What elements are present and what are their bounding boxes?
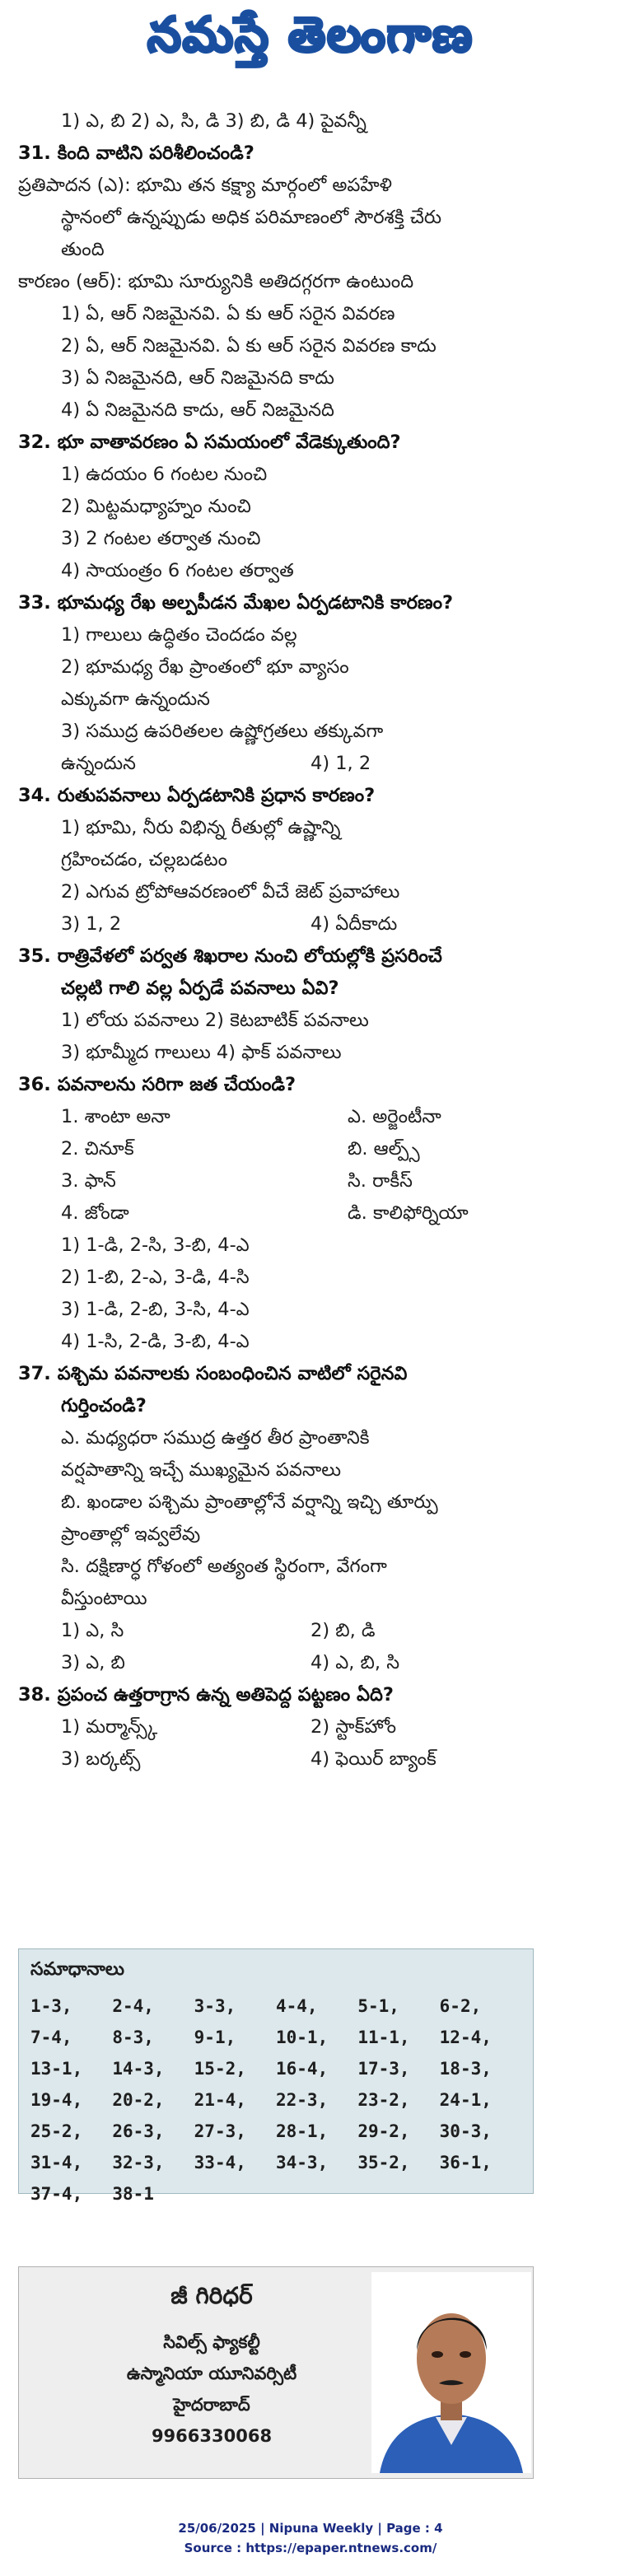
question-text: 33. భూమధ్య రేఖ అల్పపీడన మేఖల ఏర్పడటానికి కారణం? xyxy=(18,592,454,614)
body-text: 1) ఏ, ఆర్ నిజమైనవి. ఏ కు ఆర్ సరైన వివరణ xyxy=(61,303,395,324)
body-text: 1) భూమి, నీరు విభిన్న రీతుల్లో ఉష్ణాన్ని xyxy=(61,817,341,838)
body-text: ఎ. మధ్యధరా సముద్ర ఉత్తర తీర ప్రాంతానికి xyxy=(61,1427,370,1449)
answer-item: 33-4, xyxy=(194,2153,246,2172)
answer-item: 14-3, xyxy=(112,2059,165,2079)
answer-item: 20-2, xyxy=(112,2090,165,2110)
question-text: 35. రాత్రివేళలో పర్వత శిఖరాల నుంచి లోయల్లోకి ప్రసరించే xyxy=(18,945,442,967)
answer-item: 2-4, xyxy=(112,1996,154,2016)
answer-item: 17-3, xyxy=(357,2059,410,2079)
author-name: జీ గిరిధర్ xyxy=(170,2282,253,2309)
author-box xyxy=(18,2266,534,2479)
answer-item: 15-2, xyxy=(194,2059,246,2079)
question-text: 34. రుతుపవనాలు ఏర్పడటానికి ప్రధాన కారణం? xyxy=(18,785,376,806)
answer-item: 32-3, xyxy=(112,2153,165,2172)
answer-key-grid xyxy=(30,1990,521,2210)
body-text: వీస్తుంటాయి xyxy=(61,1588,147,1609)
answer-item: 6-2, xyxy=(439,1996,482,2016)
author-role: సివిల్స్ ఫ్యాకల్టీ xyxy=(163,2332,260,2352)
option-text: 4) 1, 2 xyxy=(310,753,371,774)
option-text: 4) ఫెయిర్ బ్యాంక్ xyxy=(310,1748,437,1770)
body-text: బి. ఖండాల పశ్చిమ ప్రాంతాల్లోనే వర్షాన్ని ఇచ్చి తూర్పు xyxy=(61,1491,438,1513)
body-text: ప్రాంతాల్లో ఇవ్వలేవు xyxy=(61,1524,201,1545)
body-text: 4) 1-సి, 2-డి, 3-బి, 4-ఎ xyxy=(61,1331,250,1352)
match-right: ఎ. అర్జెంటీనా xyxy=(348,1106,441,1127)
body-text: సి. దక్షిణార్ధ గోళంలో అత్యంత స్థిరంగా, వేగంగా xyxy=(61,1556,387,1577)
answer-item: 4-4, xyxy=(276,1996,318,2016)
answer-item: 25-2, xyxy=(30,2121,83,2141)
body-text: తుంది xyxy=(61,239,105,260)
body-text: 3) 2 గంటల తర్వాత నుంచి xyxy=(61,528,261,549)
answer-item: 28-1, xyxy=(276,2121,329,2141)
question-text: గుర్తించండి? xyxy=(61,1395,147,1416)
option-row xyxy=(18,1743,603,1776)
answer-item: 38-1 xyxy=(112,2184,154,2204)
body-text: 2) భూమధ్య రేఖ ప్రాంతంలో భూ వ్యాసం xyxy=(61,656,349,678)
answer-item: 12-4, xyxy=(439,2028,492,2047)
body-text: కారణం (ఆర్): భూమి సూర్యునికి అతిదగ్గరగా ఉంటుంది xyxy=(18,271,414,292)
match-left: 3. ఫాన్ xyxy=(61,1170,116,1192)
question-text: 38. ప్రపంచ ఉత్తరాగ్రాన ఉన్న అతిపెద్ద పట్టణం ఏది? xyxy=(18,1684,394,1706)
body-text: 4) ఏ నిజమైనది కాదు, ఆర్ నిజమైనది xyxy=(61,399,334,421)
page-footer xyxy=(0,2518,621,2558)
option-row xyxy=(18,1647,603,1679)
answer-key-title: సమాధానాలు xyxy=(30,1959,125,1980)
author-city: హైదరాబాద్ xyxy=(173,2395,250,2415)
answer-item: 37-4, xyxy=(30,2184,83,2204)
author-org: ఉస్మానియా యూనివర్సిటీ xyxy=(126,2364,297,2383)
answer-item: 23-2, xyxy=(357,2090,410,2110)
match-left: 4. జోండా xyxy=(61,1202,129,1224)
answer-item: 7-4, xyxy=(30,2028,72,2047)
match-left: 2. చినూక్ xyxy=(61,1138,134,1160)
question-text: 36. పవనాలను సరిగా జత చేయండి? xyxy=(18,1074,296,1095)
body-text: గ్రహించడం, చల్లబడటం xyxy=(61,849,227,870)
answer-item: 21-4, xyxy=(194,2090,246,2110)
option-text: 3) బర్కట్స్ xyxy=(61,1748,141,1770)
answer-item: 18-3, xyxy=(439,2059,492,2079)
answer-item: 22-3, xyxy=(276,2090,329,2110)
answer-item: 1-3, xyxy=(30,1996,72,2016)
match-right: డి. కాలిఫోర్నియా xyxy=(348,1202,469,1224)
answer-item: 8-3, xyxy=(112,2028,154,2047)
answer-item: 10-1, xyxy=(276,2028,329,2047)
body-text: 3) ఏ నిజమైనది, ఆర్ నిజమైనది కాదు xyxy=(61,367,334,389)
match-left: 1. శాంటా అనా xyxy=(61,1106,170,1127)
match-row xyxy=(18,1133,603,1165)
option-text: 4) ఏదీకాదు xyxy=(310,913,398,935)
answer-item: 35-2, xyxy=(357,2153,410,2172)
answer-item: 5-1, xyxy=(357,1996,399,2016)
body-text: 2) మిట్టమధ్యాహ్నం నుంచి xyxy=(61,496,251,517)
author-phone: 9966330068 xyxy=(151,2426,273,2446)
question-text: 32. భూ వాతావరణం ఏ సమయంలో వేడెక్కుతుంది? xyxy=(18,432,401,453)
answer-item: 26-3, xyxy=(112,2121,165,2141)
article-body xyxy=(18,105,603,1776)
answer-item: 30-3, xyxy=(439,2121,492,2141)
body-text: 1) ఉదయం 6 గంటల నుంచి xyxy=(61,464,268,485)
answer-item: 19-4, xyxy=(30,2090,83,2110)
author-info xyxy=(72,2282,352,2452)
author-photo xyxy=(371,2272,531,2473)
body-text: వర్షపాతాన్ని ఇచ్చే ముఖ్యమైన పవనాలు xyxy=(61,1459,342,1481)
body-text: 3) 1-డి, 2-బి, 3-సి, 4-ఎ xyxy=(61,1299,250,1320)
body-text: స్థానంలో ఉన్నప్పుడు అధిక పరిమాణంలో సౌరశక్తి చేరు xyxy=(61,207,442,228)
question-text: చల్లటి గాలి వల్ల ఏర్పడే పవనాలు ఏవి? xyxy=(61,978,339,999)
option-text: 3) ఎ, బి xyxy=(61,1652,125,1673)
option-row xyxy=(18,1615,603,1647)
option-row xyxy=(18,1711,603,1743)
option-text: 2) బి, డి xyxy=(310,1620,376,1641)
answer-item: 13-1, xyxy=(30,2059,83,2079)
option-row xyxy=(18,748,603,780)
body-text: 3) భూమ్మీద గాలులు 4) ఫాక్ పవనాలు xyxy=(61,1042,342,1063)
body-text: ప్రతిపాదన (ఎ): భూమి తన కక్ష్యా మార్గంలో అపహేళి xyxy=(18,175,392,196)
answer-item: 36-1, xyxy=(439,2153,492,2172)
footer-date-line: 25/06/2025 | Nipuna Weekly | Page : 4 xyxy=(178,2521,443,2536)
answer-item: 31-4, xyxy=(30,2153,83,2172)
answer-item: 29-2, xyxy=(357,2121,410,2141)
option-text: 4) ఎ, బి, సి xyxy=(310,1652,399,1673)
question-text: 31. కింది వాటిని పరిశీలించండి? xyxy=(18,142,254,164)
answer-item: 9-1, xyxy=(194,2028,236,2047)
body-text: 3) సముద్ర ఉపరితలల ఉష్ణోగ్రతలు తక్కువగా xyxy=(61,721,384,742)
option-text: 1) మర్మాన్స్క్ xyxy=(61,1716,158,1738)
body-text: 1) లోయ పవనాలు 2) కెటబాటిక్ పవనాలు xyxy=(61,1010,369,1031)
answer-item: 34-3, xyxy=(276,2153,329,2172)
option-text: 3) 1, 2 xyxy=(61,913,122,935)
question-text: 37. పశ్చిమ పవనాలకు సంబంధించిన వాటిలో సరైనవి xyxy=(18,1363,408,1384)
body-text: 1) ఎ, బి 2) ఎ, సి, డి 3) బి, డి 4) పైవన్నీ xyxy=(61,110,367,132)
answer-item: 16-4, xyxy=(276,2059,329,2079)
match-row xyxy=(18,1101,603,1133)
masthead-logo: నమస్తే తెలంగాణ xyxy=(147,7,474,63)
body-text: 2) ఏ, ఆర్ నిజమైనవి. ఏ కు ఆర్ సరైన వివరణ కాదు xyxy=(61,335,437,357)
match-row xyxy=(18,1165,603,1197)
answer-item: 11-1, xyxy=(357,2028,410,2047)
option-text: 1) ఎ, సి xyxy=(61,1620,124,1641)
body-text: 4) సాయంత్రం 6 గంటల తర్వాత xyxy=(61,560,294,581)
answer-item: 27-3, xyxy=(194,2121,246,2141)
answer-item: 24-1, xyxy=(439,2090,492,2110)
body-text: ఎక్కువగా ఉన్నందున xyxy=(61,688,210,710)
option-row xyxy=(18,908,603,940)
body-text: 1) 1-డి, 2-సి, 3-బి, 4-ఎ xyxy=(61,1234,250,1256)
option-text: 2) స్టాక్‌హోం xyxy=(310,1716,397,1738)
match-right: సి. రాకీస్ xyxy=(348,1170,413,1192)
option-text: ఉన్నందున xyxy=(61,753,136,774)
body-text: 1) గాలులు ఉద్ధితం చెందడం వల్ల xyxy=(61,624,297,646)
match-row xyxy=(18,1197,603,1230)
body-text: 2) 1-బి, 2-ఎ, 3-డి, 4-సి xyxy=(61,1267,250,1288)
body-text: 2) ఎగువ ట్రోపోఆవరణంలో వీచే జెట్ ప్రవాహాలు xyxy=(61,881,400,903)
answer-key-box xyxy=(18,1948,534,2204)
footer-source-line: Source : https://epaper.ntnews.com/ xyxy=(184,2541,437,2555)
answer-item: 3-3, xyxy=(194,1996,236,2016)
match-right: బి. ఆల్ప్స్ xyxy=(348,1138,420,1160)
